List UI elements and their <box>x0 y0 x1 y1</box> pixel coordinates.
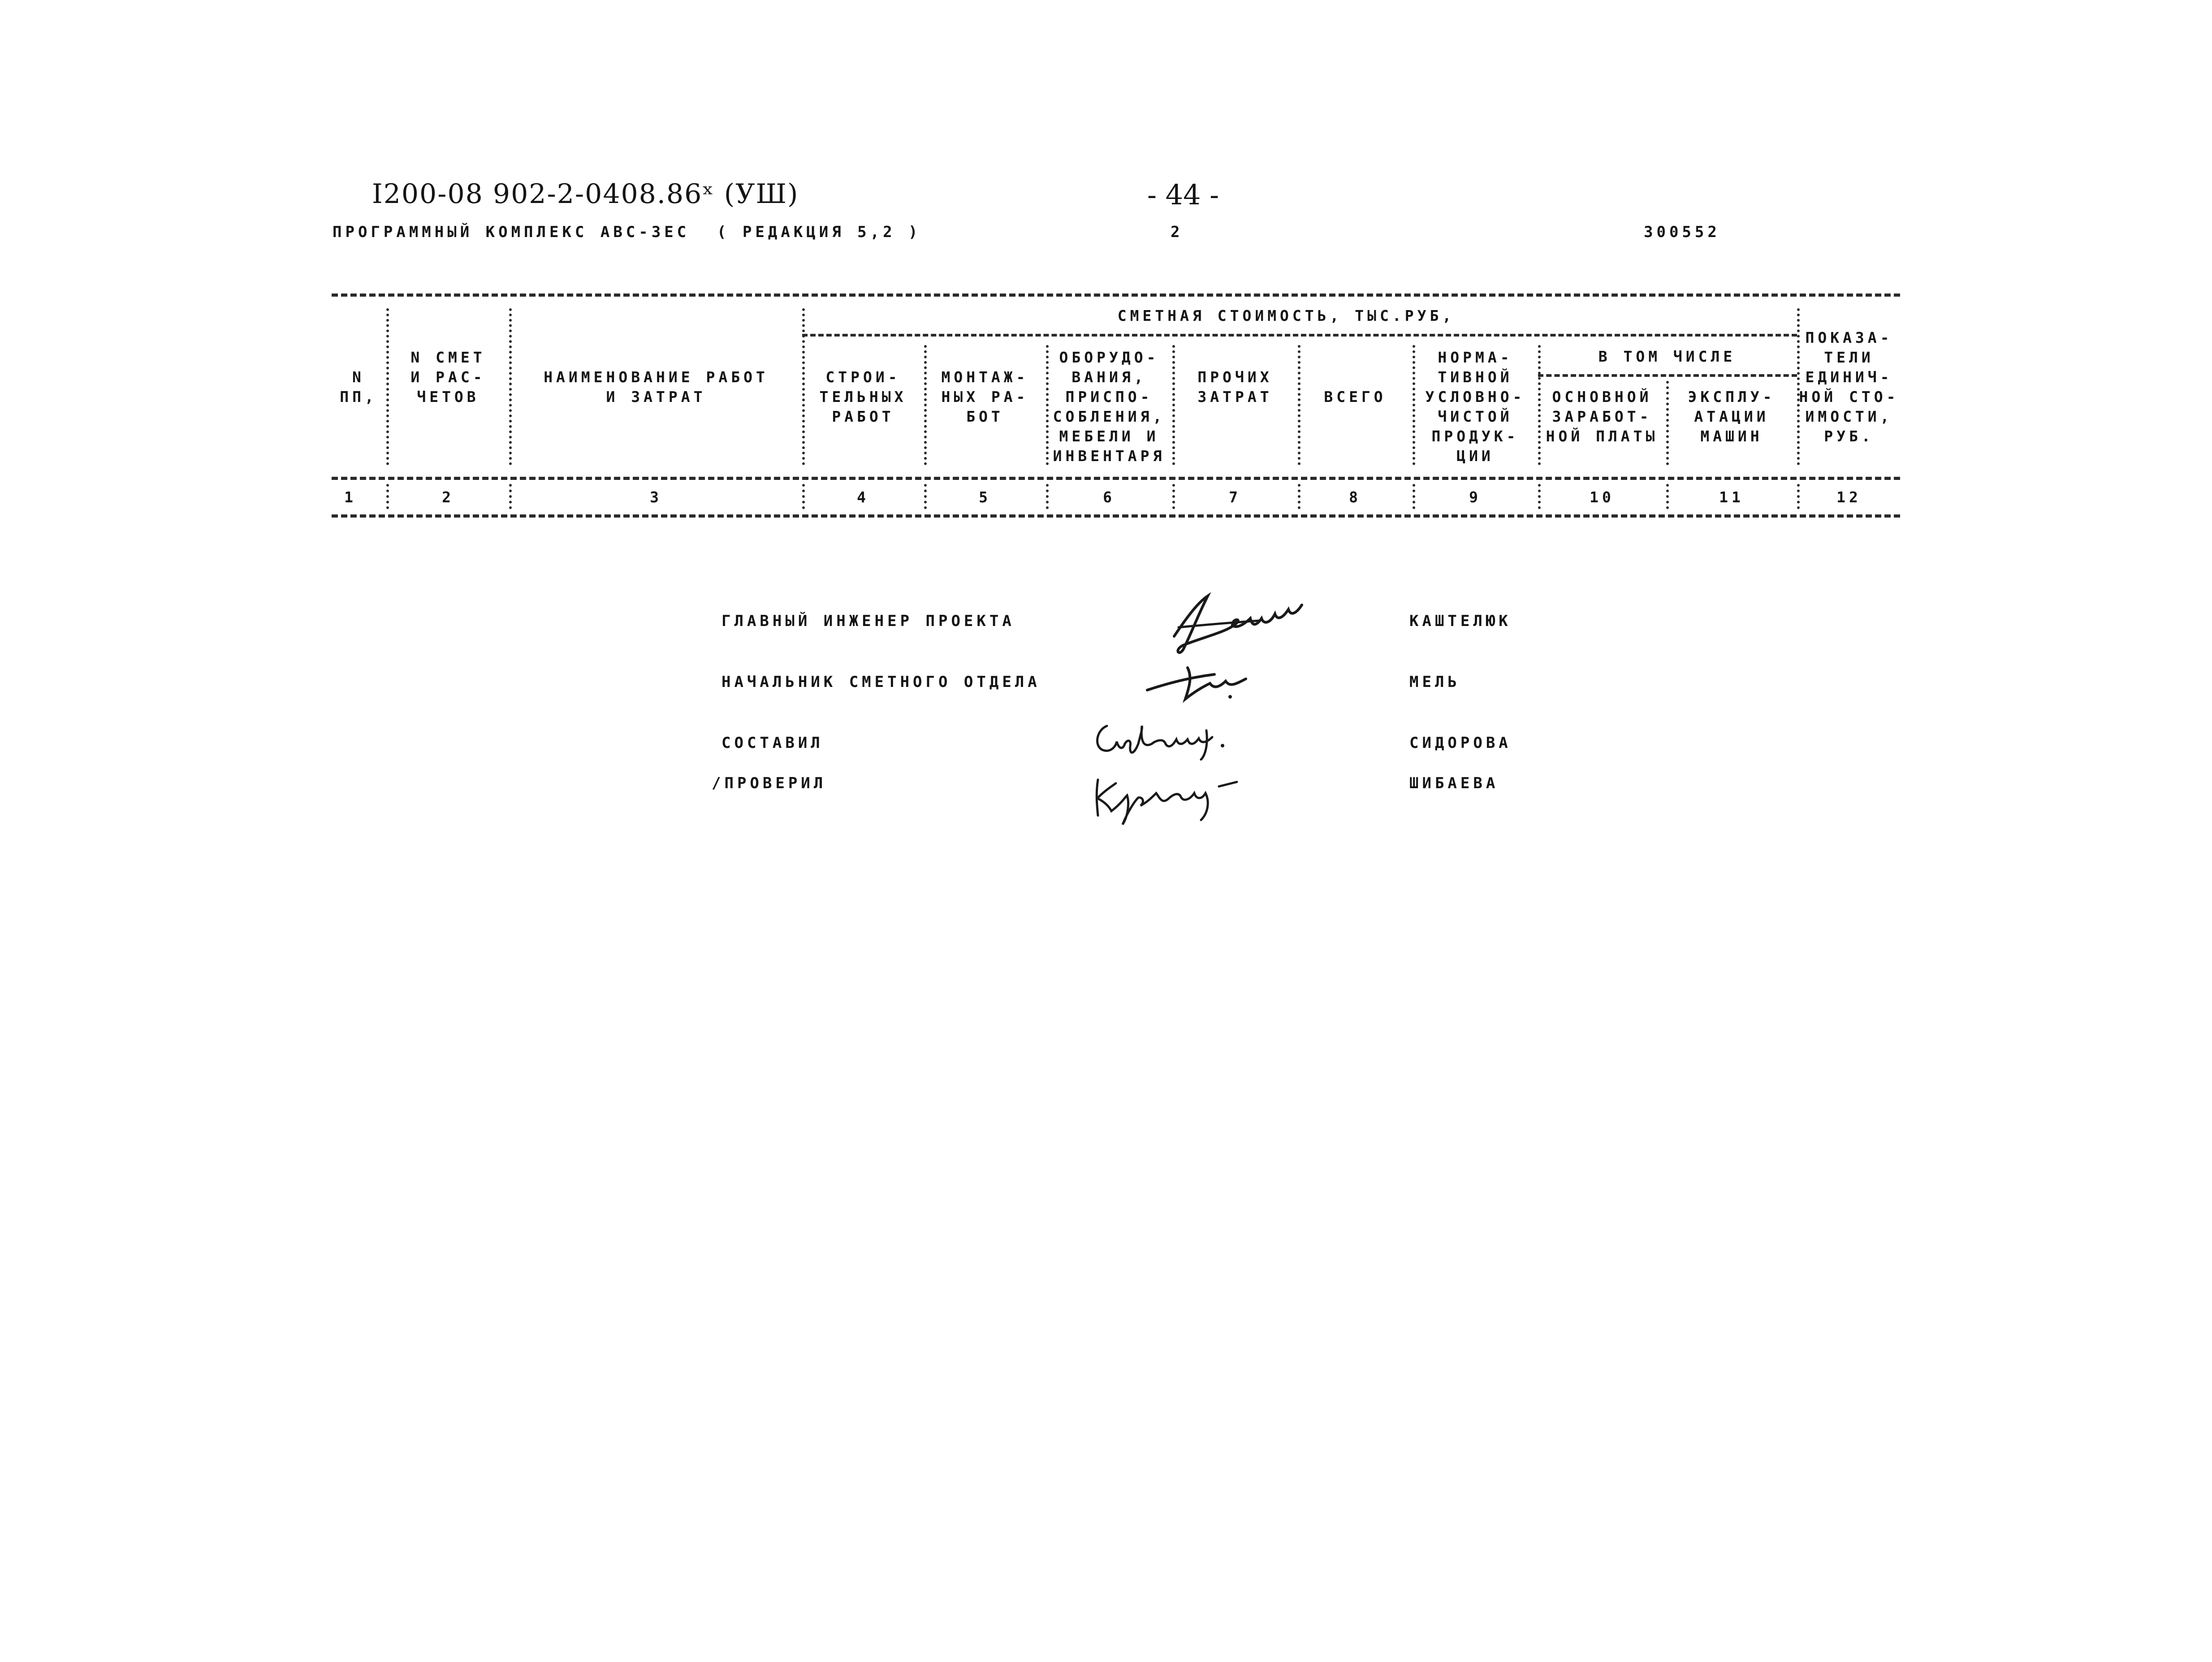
column-header-estimate-no: N СМЕТ И РАС- ЧЕТОВ <box>410 349 486 406</box>
column-number: 10 <box>1590 488 1615 506</box>
col-separator <box>1666 484 1669 509</box>
col-separator <box>386 308 389 465</box>
signature-chief-engineer-icon <box>1165 583 1309 659</box>
column-header-machine-operation: ЭКСПЛУ- АТАЦИИ МАШИН <box>1688 388 1776 445</box>
col-separator <box>1046 345 1049 465</box>
document-code: I200-08 902-2-0408.86ˣ (УШ) <box>372 178 799 210</box>
table-header-bottom-rule <box>332 477 1900 480</box>
col-separator <box>1413 484 1415 509</box>
col-separator <box>386 484 389 509</box>
col-separator <box>924 484 927 509</box>
col-separator <box>1666 381 1669 465</box>
col-separator <box>1538 484 1541 509</box>
column-number: 4 <box>857 488 869 506</box>
signer-role: НАЧАЛЬНИК СМЕТНОГО ОТДЕЛА <box>721 673 1041 691</box>
col-separator <box>1413 345 1415 465</box>
signature-compiled-by-icon <box>1089 712 1241 762</box>
program-edition: ( РЕДАКЦИЯ 5,2 ) <box>717 223 921 241</box>
column-number: 6 <box>1103 488 1115 506</box>
col-separator <box>1172 345 1175 465</box>
column-header-base-wages: ОСНОВНОЙ ЗАРАБОТ- НОЙ ПЛАТЫ <box>1546 388 1659 445</box>
signer-role: СОСТАВИЛ <box>721 734 824 752</box>
col-separator <box>1797 484 1800 509</box>
document-number: 300552 <box>1644 223 1720 241</box>
column-number: 8 <box>1349 488 1361 506</box>
col-separator <box>509 308 512 465</box>
group-title-estimated-cost: СМЕТНАЯ СТОИМОСТЬ, ТЫС.РУБ, <box>1117 307 1455 324</box>
column-number: 12 <box>1836 488 1862 506</box>
col-separator <box>1298 484 1300 509</box>
col-separator <box>924 345 927 465</box>
column-header-item-no: N ПП, <box>340 368 377 406</box>
column-header-normative-production: НОРМА- ТИВНОЙ УСЛОВНО- ЧИСТОЙ ПРОДУК- ЦИИ <box>1425 349 1525 465</box>
program-name: ПРОГРАММНЫЙ КОМПЛЕКС АВС-3ЕС <box>333 223 690 241</box>
column-header-equipment: ОБОРУДО- ВАНИЯ, ПРИСПО- СОБЛЕНИЯ, МЕБЕЛИ И ИНВЕНТАРЯ <box>1053 349 1166 465</box>
column-number: 7 <box>1229 488 1241 506</box>
page-number: - 44 - <box>1147 178 1219 211</box>
col-separator <box>1046 484 1049 509</box>
signature-estimate-head-icon <box>1138 659 1273 708</box>
column-header-installation: МОНТАЖ- НЫХ РА- БОТ <box>941 368 1029 425</box>
signer-name: СИДОРОВА <box>1409 734 1512 752</box>
column-number: 3 <box>650 488 662 506</box>
column-number: 2 <box>442 488 454 506</box>
column-number: 1 <box>344 488 357 506</box>
subgroup-subrule <box>1538 374 1797 377</box>
signer-role: /ПРОВЕРИЛ <box>712 774 827 792</box>
col-separator <box>1298 345 1300 465</box>
table-bottom-rule <box>332 514 1900 518</box>
table-top-rule <box>332 294 1900 297</box>
sheet-number: 2 <box>1171 223 1184 241</box>
column-number: 11 <box>1719 488 1744 506</box>
signer-role: ГЛАВНЫЙ ИНЖЕНЕР ПРОЕКТА <box>721 612 1015 630</box>
column-header-work-name: НАИМЕНОВАНИЕ РАБОТ И ЗАТРАТ <box>544 368 769 406</box>
signature-checked-by-icon <box>1084 762 1255 829</box>
column-header-total: ВСЕГО <box>1324 388 1387 406</box>
col-separator <box>802 484 805 509</box>
group-subrule <box>802 334 1797 337</box>
column-header-other-costs: ПРОЧИХ ЗАТРАТ <box>1197 368 1273 406</box>
subgroup-title-including: В ТОМ ЧИСЛЕ <box>1598 348 1736 365</box>
signer-name: ШИБАЕВА <box>1409 774 1499 792</box>
column-number: 9 <box>1469 488 1482 506</box>
signer-name: КАШТЕЛЮК <box>1409 612 1512 630</box>
column-header-unit-cost-indicators: ПОКАЗА- ТЕЛИ ЕДИНИЧ- НОЙ СТО- ИМОСТИ, РУБ. <box>1799 329 1899 445</box>
signer-name: МЕЛЬ <box>1409 673 1460 691</box>
col-separator <box>802 308 805 465</box>
column-header-construction: СТРОИ- ТЕЛЬНЫХ РАБОТ <box>819 368 907 425</box>
col-separator <box>1538 345 1541 465</box>
column-number: 5 <box>979 488 991 506</box>
col-separator <box>509 484 512 509</box>
col-separator <box>1172 484 1175 509</box>
